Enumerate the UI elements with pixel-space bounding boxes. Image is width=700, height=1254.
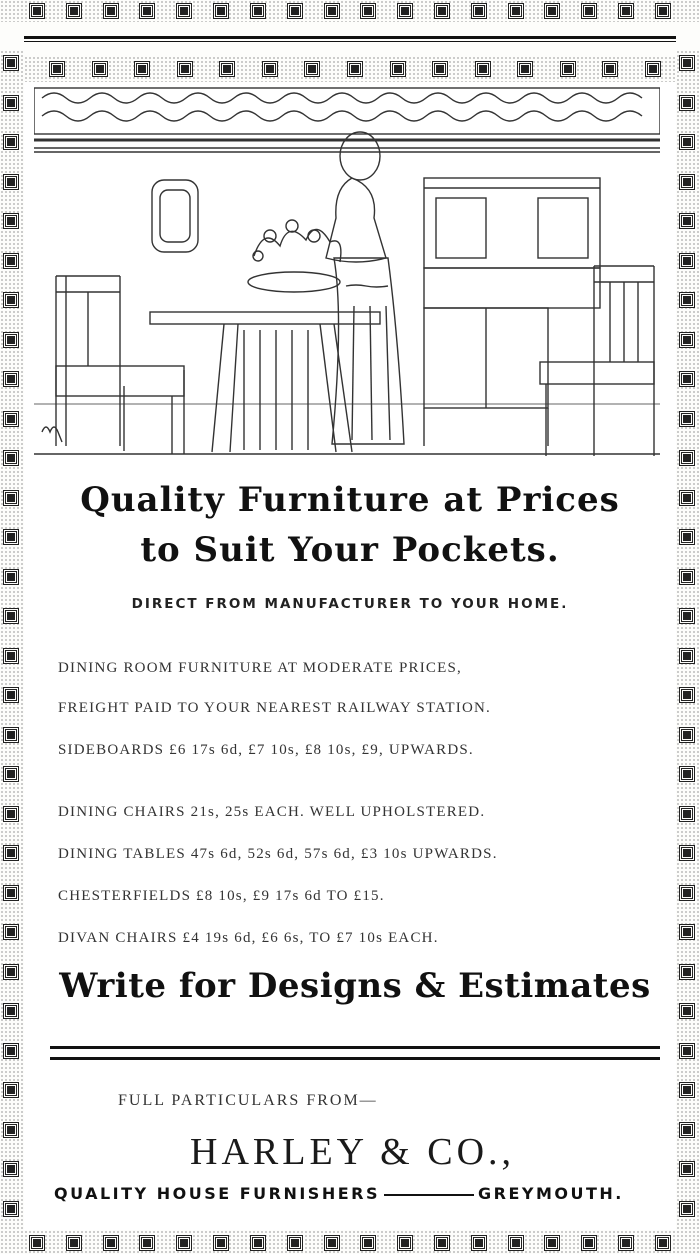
ornamental-frieze [34,88,660,134]
border-tiles-left [4,56,18,1216]
footer-tagline: QUALITY HOUSE FURNISHERS [54,1184,380,1203]
border-tiles-top [30,4,670,18]
footer-location: GREYMOUTH. [477,1184,624,1203]
detail-line: DIVAN CHAIRS £4 19s 6d, £6 6s, TO £7 10s EACH. [58,930,439,946]
headline-line-2: to Suit Your Pockets. [140,530,560,570]
call-to-action: Write for Designs & Estimates [59,966,651,1006]
detail-line: DINING TABLES 47s 6d, 52s 6d, 57s 6d, £3 10s UPWARDS. [58,846,498,862]
subhead: DIRECT FROM MANUFACTURER TO YOUR HOME. [131,596,569,612]
woman-figure [326,132,404,444]
artist-signature [42,427,62,442]
border-tiles-bottom [30,1236,670,1250]
border-tiles-right [680,56,694,1216]
detail-line: FREIGHT PAID TO YOUR NEAREST RAILWAY STATION. [58,700,491,716]
footer-line [54,1184,674,1203]
detail-line: CHESTERFIELDS £8 10s, £9 17s 6d TO £15. [58,888,385,904]
detail-line: DINING ROOM FURNITURE AT MODERATE PRICES, [58,660,462,676]
sideboard [424,178,600,446]
left-chair [56,276,184,454]
headline-line-1: Quality Furniture at Prices [80,480,620,520]
right-chair [540,266,654,456]
border-tiles-inner-top [50,62,660,76]
dining-room-illustration [34,86,660,458]
top-rule [24,36,676,42]
footer-dash [384,1194,474,1196]
company-name: HARLEY & CO., [190,1131,516,1173]
double-rule-divider [50,1046,660,1060]
detail-line: SIDEBOARDS £6 17s 6d, £7 10s, £8 10s, £9, UPWARDS. [58,742,474,758]
detail-line: DINING CHAIRS 21s, 25s EACH. WELL UPHOLSTERED. [58,804,486,820]
wall-plaque [152,180,198,252]
particulars-label: FULL PARTICULARS FROM— [118,1092,378,1109]
